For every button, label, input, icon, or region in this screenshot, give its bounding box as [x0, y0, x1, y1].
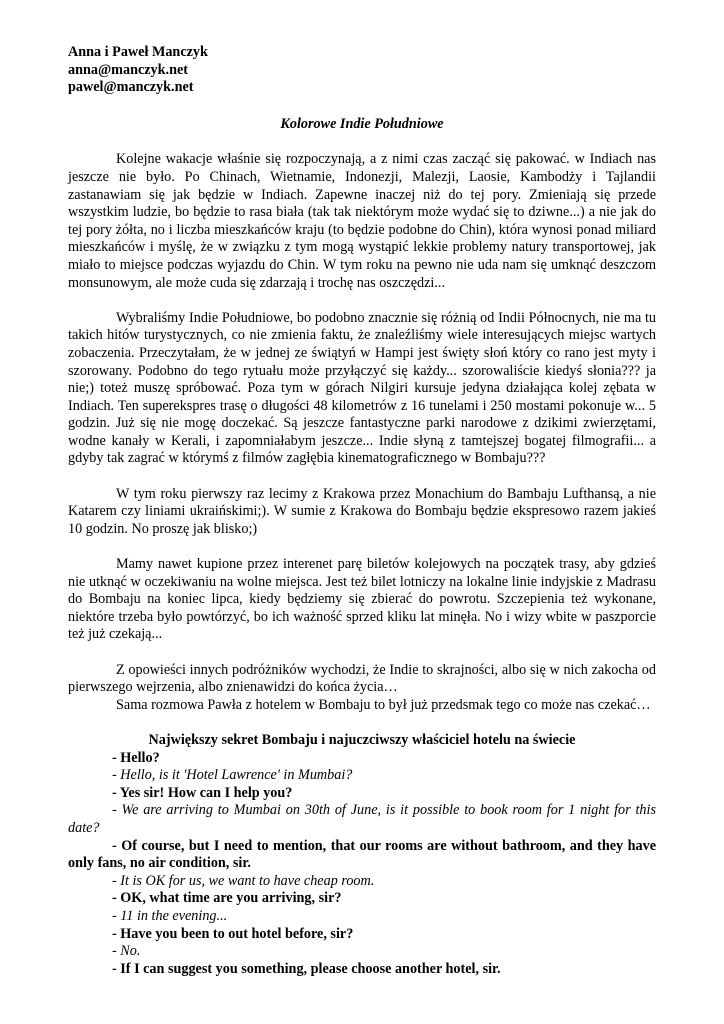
paragraph-tickets: Mamy nawet kupione przez interenet parę biletów kolejowych na początek trasy, aby gdzieś nie utknąć w oczekiwaniu na wolne miejsca. Jest też bilet lotniczy na lokalne linie indyjskie z Madrasu do Bombaju na koniec lipca, kiedy będziemy się zbierać do powrotu. Szczepienia też wykonane, niektóre trzeba było powtórzyć, bo ich ważność sprzed kliku lat minęła. No i wizy wbite w paszporcie też już czekają... — [68, 556, 656, 643]
dialogue-line: - Hello? — [112, 749, 160, 766]
dialogue-line: - We are arriving to Mumbai on 30th of June, is it possible to book room for 1 night for this date? — [68, 802, 656, 836]
author-email-anna: anna@manczyk.net — [68, 61, 189, 78]
dialogue-line: - It is OK for us, we want to have cheap room. — [112, 872, 375, 889]
dialogue-line: - No. — [112, 943, 141, 960]
section-title: Największy sekret Bombaju i najuczciwszy właściciel hotelu na świecie — [148, 731, 576, 748]
dialogue-line: - Yes sir! How can I help you? — [112, 784, 293, 801]
paragraph-hotel-call: Sama rozmowa Pawła z hotelem w Bombaju to był już przedsmak tego co może nas czekać… — [116, 696, 651, 713]
paragraph-south-india: Wybraliśmy Indie Południowe, bo podobno znacznie się różnią od Indii Północnych, nie ma tu takich hitów turystycznych, co nie zmienia faktu, że znaleźliśmy wiele interesujących miejsc wartych zobaczenia. Przeczytałam, że w jednej ze świątyń w Hampi jest święty słoń który co rano jest myty i szorowany. Podobno do tego rytuału może przyłączyć się każdy... szorowaliście kiedyś słonia??? ja nie;) toteż muszę spróbować. Poza tym w górach Nilgiri kursuje jedyna działająca kolej zębata w Indiach. Ten superekspres trasę o długości 48 kilometrów z 16 tunelami i 250 mostami pokonuje w... 5 godzin. Już się nie mogę doczekać. Są jeszcze fantastyczne parki narodowe z dzikimi zwierzętami, wodne kanały w Kerali, i zapomniałabym jeszcze... Indie słyną z tamtejszej bogatej filmografii... a gdyby tak zagrać w którymś z filmów zagłębia kinematograficznego w Bombaju??? — [68, 309, 656, 467]
dialogue-line: - Of course, but I need to mention, that our rooms are without bathroom, and they have only fans, no air condition, sir. — [68, 837, 656, 872]
author-email-pawel: pawel@manczyk.net — [68, 79, 194, 96]
dialogue-line: - If I can suggest you something, please choose another hotel, sir. — [112, 960, 501, 977]
author-name: Anna i Paweł Manczyk — [68, 44, 208, 60]
dialogue-line: - Hello, is it 'Hotel Lawrence' in Mumbai? — [112, 767, 353, 784]
paragraph-flight: W tym roku pierwszy raz lecimy z Krakowa przez Monachium do Bambaju Lufthansą, a nie Katarem czy liniami ukraińskimi;). W sumie z Krakowa do Bombaju będzie ekspresowo razem jakieś 10 godzin. No proszę jak blisko;) — [68, 485, 656, 537]
dialogue-line: - OK, what time are you arriving, sir? — [112, 890, 342, 907]
dialogue-line: - Have you been to out hotel before, sir? — [112, 925, 354, 942]
article-title: Kolorowe Indie Południowe — [280, 115, 444, 132]
paragraph-extremes: Z opowieści innych podróżników wychodzi, że Indie to skrajności, albo się w nich zakocha od pierwszego wejrzenia, albo znienawidzi do końca życia… — [68, 661, 656, 696]
paragraph-intro: Kolejne wakacje właśnie się rozpoczynają, a z nimi czas zacząć się pakować. w Indiach nas jeszcze nie było. Po Chinach, Wietnamie, Indonezji, Malezji, Laosie, Kambodży i Tajlandii zastanawiam się jak będzie w Indiach. Zapewne inaczej niż do tej pory. Zmieniają się przede wszystkim ludzie, bo będzie to rasa biała (tak tak niektórym może wydać się to dziwne...) a nie jak do tej pory żółta, no i liczba mieszkańców kraju (to będzie podobne do Chin), która wynosi ponad miliard mieszkańców i myślę, że w związku z tym mogą wystąpić lekkie problemy natury transportowej, jak miało to miejsce podczas wyjazdu do Chin. W tym roku na pewno nie uda nam się umknąć deszczom monsunowym, ale może cuda się zdarzają i trochę nas oszczędzi... — [68, 151, 656, 291]
dialogue-line: - 11 in the evening... — [112, 907, 228, 924]
